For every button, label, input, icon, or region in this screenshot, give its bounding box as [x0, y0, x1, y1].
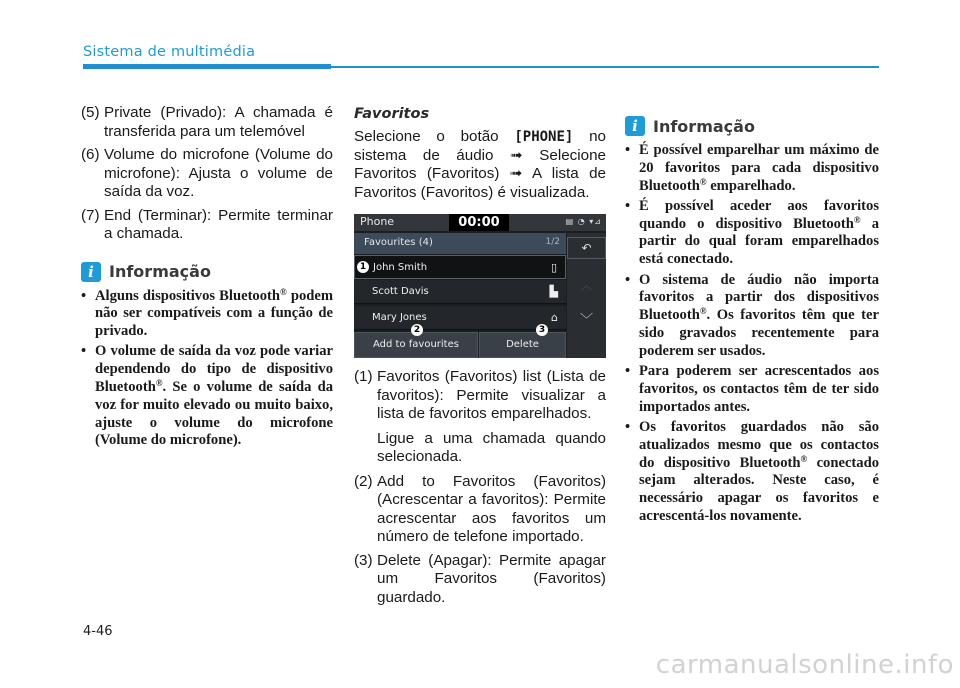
office-icon: ▙ — [549, 285, 558, 298]
screen-clock: 00:00 — [449, 214, 509, 231]
status-icons: ▤ ◔ ▾⊿ — [565, 217, 602, 226]
header-rule-thin — [331, 66, 879, 68]
scroll-down-icon[interactable]: ﹀ — [579, 313, 593, 328]
item-number: (6) — [81, 146, 100, 163]
column-right — [625, 112, 879, 528]
phone-button-label: [PHONE] — [514, 129, 574, 145]
list-item — [81, 146, 333, 202]
info-bullets — [625, 142, 879, 526]
screen-label: Phone — [360, 215, 395, 228]
bullet-item: • O sistema de áudio não importa favoritos a partir dos dispositivos Bluetooth®. Os favoritos têm que ter sido gravados recentemente para poderem ser usados. — [625, 272, 879, 361]
contact-name: Scott Davis — [372, 286, 429, 297]
favourites-screenshot — [354, 214, 606, 358]
scroll-up-icon[interactable]: ︿ — [581, 279, 592, 292]
mobile-icon: ▯ — [550, 261, 557, 274]
item-number: (1) — [354, 368, 373, 385]
info-icon: i — [625, 116, 645, 136]
column-left — [81, 104, 333, 453]
list-item — [354, 368, 606, 424]
item-number: (2) — [354, 472, 373, 490]
favourite-row[interactable] — [354, 255, 566, 279]
add-to-favourites-button[interactable]: Add to favourites — [354, 332, 478, 358]
item-number: (5) — [81, 104, 100, 121]
bullet-item: • O volume de saída da voz pode variar dependendo do tipo de dispositivo Bluetooth®. Se o volume de saída da voz for muito elevado ou muito baixo, ajuste o volume do microfone (Volume do microfone). — [81, 343, 333, 450]
item-text: Favoritos (Favoritos) list (Lista de favoritos): Permite visualizar a lista de favoritos emparelhados. — [377, 368, 606, 422]
watermark: carmanualsonline.info — [655, 650, 954, 680]
contact-name: John Smith — [373, 262, 428, 273]
info-bullets — [81, 288, 333, 451]
favourites-list-header — [354, 233, 566, 254]
list-item — [354, 552, 606, 608]
intro-paragraph: Selecione o botão [PHONE] no sistema de áudio ➟ Selecione Favoritos (Favoritos) ➟ A lista de Favoritos (Favoritos) é visualizada. — [354, 128, 606, 201]
info-heading — [81, 262, 333, 282]
section-header-title: Sistema de multimédia — [83, 44, 256, 60]
item-number: (7) — [81, 206, 100, 224]
screen-bottom-bar — [354, 332, 606, 358]
favourite-row[interactable] — [354, 306, 566, 330]
bullet-item: • É possível aceder aos favoritos quando o dispositivo Bluetooth® a partir do qual foram emparelhados está conectado. — [625, 198, 879, 269]
item-text: End (Terminar): Permite terminar a chamada. — [104, 206, 333, 242]
callout-1: 1 — [357, 261, 369, 273]
callout-2: 2 — [411, 324, 423, 336]
delete-button[interactable]: Delete — [479, 332, 566, 358]
bullet-item: • É possível emparelhar um máximo de 20 favoritos para cada dispositivo Bluetooth® emparelhado. — [625, 142, 879, 195]
info-heading — [625, 116, 879, 136]
bullet-item: • Para poderem ser acrescentados aos favoritos, os contactos têm de ter sido importados antes. — [625, 363, 879, 416]
info-icon: i — [81, 262, 101, 282]
column-middle — [354, 104, 606, 612]
list-item — [81, 104, 333, 141]
bullet-item: • Alguns dispositivos Bluetooth® podem não ser compatíveis com a função de privado. — [81, 288, 333, 341]
screen-status-bar — [354, 214, 606, 231]
info-title: Informação — [109, 262, 211, 281]
list-item — [81, 207, 333, 244]
list-item — [354, 473, 606, 547]
favourite-row[interactable] — [354, 280, 566, 304]
item-number: (3) — [354, 551, 373, 569]
header-rule-thick — [83, 64, 331, 69]
back-icon[interactable]: ↶ — [567, 237, 606, 259]
item-text: Delete (Apagar): Permite apagar um Favoritos (Favoritos) guardado. — [377, 551, 606, 606]
item-text: Add to Favoritos (Favoritos) (Acrescentar a favoritos): Permite acrescentar aos favoritos um número de telefone importado. — [377, 472, 606, 545]
info-title: Informação — [653, 116, 755, 136]
page-number: 4-46 — [83, 624, 113, 639]
bullet-item: • Os favoritos guardados não são atualizados mesmo que os contactos do dispositivo Bluetooth® conectado sejam alterados. Neste caso, é necessário apagar os favoritos e acrescentá-los novamente. — [625, 419, 879, 526]
contact-name: Mary Jones — [372, 312, 427, 323]
item-note: Ligue a uma chamada quando selecionada. — [377, 429, 606, 465]
home-icon: ⌂ — [551, 311, 558, 324]
page-indicator: 1/2 — [545, 237, 560, 247]
callout-3: 3 — [536, 324, 548, 336]
section-title: Favoritos — [354, 106, 430, 122]
item-text: Volume do microfone (Volume do microfone): Ajusta o volume de saída da voz. — [104, 146, 333, 200]
item-text: Private (Privado): A chamada é transferida para um telemóvel — [104, 104, 333, 140]
favourites-count: Favourites (4) — [364, 237, 433, 248]
